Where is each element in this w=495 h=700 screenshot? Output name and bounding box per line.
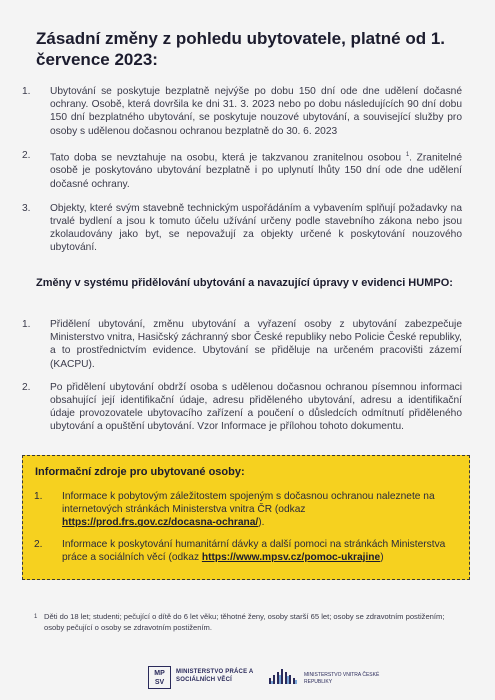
page-title: Zásadní změny z pohledu ubytovatele, platné od 1. července 2023:: [36, 29, 446, 69]
list-item-text-part: . Zranitelné osobě je poskytováno ubytování bezplatně i po uplynutí lhůty 150 dní ode dne udělení dočasné ochrany.: [50, 152, 462, 190]
list-item-number: 1.: [22, 86, 31, 97]
list-item: [34, 538, 454, 564]
list-item-number: 3.: [22, 202, 31, 214]
info-sources-list: [34, 490, 454, 564]
list-item-text: Ubytování se poskytuje bezplatně nejvýše po dobu 150 dní ode dne udělení dočasné ochrany. Osobě, která dovršila ke dni 31. 3. 2023 nebo po dobu následujících 90 dní dobu 150 dní bezplatného ubytování, se poskytuje nouzové ubytování, a související služby pro osoby s udělenou dočasnou ochranou bezplatně do 30. 6. 2023: [50, 86, 462, 137]
list-item-text: Objekty, které svým stavebně technickým uspořádáním a vybavením splňují požadavky na trvalé bydlení a jsou k tomuto účelu užívání určeny podle stavebního zákona nebo jsou zkolaudovány jako byt, se nepovažují za objekty určené k poskytování nouzového ubytování.: [50, 202, 462, 254]
list-item: [22, 149, 462, 191]
list-item: [22, 202, 462, 255]
mpsv-mark-icon: MP SV: [148, 666, 171, 689]
list-item: [22, 381, 462, 434]
list-item-text-part: Tato doba se nevztahuje na osobu, která je takzvanou zranitelnou osobou: [50, 152, 402, 164]
list-item: [22, 318, 462, 371]
list-item-number: 2.: [22, 149, 31, 161]
list-item-text-part: ).: [258, 517, 265, 529]
list-item-number: 2.: [22, 381, 31, 393]
changes-list: [22, 85, 462, 255]
footnote-text: Děti do 18 let; studenti; pečující o dítě do 6 let věku; těhotné ženy, osoby starší 65 let; osoby se zdravotním postižením; osoby pečující o osoby se zdravotním postižením.: [44, 612, 445, 632]
footnote-number: 1: [34, 614, 38, 620]
list-item-text-part: Informace k poskytování humanitární dávky a další pomoci na stránkách Ministerstva práce a sociálních věcí (odkaz: [62, 538, 446, 563]
mpsv-link[interactable]: https://www.mpsv.cz/pomoc-ukrajine: [201, 551, 381, 563]
info-sources-box: [22, 455, 470, 580]
info-box-title: Informační zdroje pro ubytované osoby:: [35, 466, 245, 478]
list-item-text-part: ): [380, 551, 384, 563]
list-item-number: 1.: [22, 319, 31, 330]
list-item-text-part: Informace k pobytovým záležitostem spojeným s dočasnou ochranou naleznete na internetových stránkách Ministerstva vnitra ČR (odkaz: [62, 491, 435, 516]
list-item-text: Přidělení ubytování, změnu ubytování a vyřazení osoby z ubytování zabezpečuje Ministerstvo vnitra, Hasičský záchranný sbor České republiky nebo Policie České republiky, a to prostřednictvím evidence. Ubytování se přiděluje na určeném pracovišti zázemí (KACPU).: [50, 319, 463, 370]
mv-name: MINISTERSTVO VNITRA ČESKÉ REPUBLIKY: [304, 672, 380, 685]
system-changes-list: [22, 318, 462, 434]
logo-bar: [0, 660, 495, 700]
list-item-text: [62, 490, 454, 530]
list-item-text: [62, 538, 454, 564]
list-item: [34, 490, 454, 530]
list-item-text: [50, 149, 462, 191]
section-heading: Změny v systému přidělování ubytování a navazující úpravy v evidenci HUMPO:: [36, 277, 453, 289]
list-item: [22, 85, 462, 138]
footnote: [34, 612, 464, 633]
mv-link[interactable]: https://prod.frs.gov.cz/docasna-ochrana/: [62, 517, 259, 529]
mv-logo: [268, 666, 380, 693]
list-item-text: Po přidělení ubytování obdrží osoba s udělenou dočasnou ochranou písemnou informaci obsahující její identifikační údaje, adresu přiděleného ubytování, adresu a identifikační údaje provozovatele ubytovacího zařízení a poučení o důsledcích odmítnutí přiděleného ubytování a opuštění ubytování. Vzor Informace je přílohou tohoto dokumentu.: [50, 381, 462, 433]
mpsv-name: MINISTERSTVO PRÁCE A SOCIÁLNÍCH VĚCÍ: [176, 669, 254, 683]
mv-emblem-icon: [268, 666, 300, 688]
list-item-number: 2.: [34, 538, 43, 550]
list-item-number: 1.: [34, 491, 43, 502]
footnote-reference: 1: [405, 151, 410, 158]
